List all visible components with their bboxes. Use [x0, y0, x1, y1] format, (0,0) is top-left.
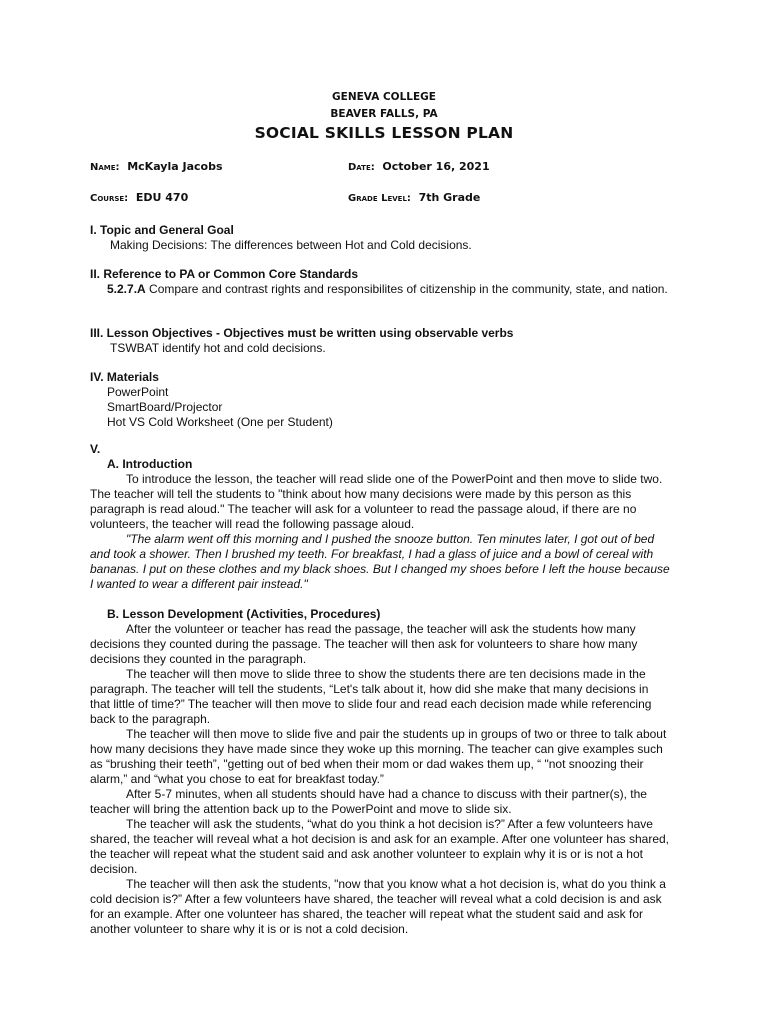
section-text: Making Decisions: The differences between Hot and Cold decisions. — [110, 238, 472, 252]
course-field — [90, 191, 188, 204]
intro-heading: A. Introduction — [107, 457, 193, 471]
document-title: SOCIAL SKILLS LESSON PLAN — [254, 124, 514, 142]
section-procedures — [90, 442, 670, 937]
college-location: BEAVER FALLS, PA — [330, 108, 438, 120]
college-name: GENEVA COLLEGE — [332, 91, 436, 103]
intro-paragraph: To introduce the lesson, the teacher will read slide one of the PowerPoint and then move to slide two. The teacher will tell the students to "think about how many decisions were made by this person as this paragraph is read aloud." The teacher will ask for a volunteer to read the passage aloud, if there are no volunteers, the teacher will read the following passage aloud. — [90, 472, 663, 531]
course-label: Course: — [90, 193, 129, 204]
development-paragraph: The teacher will then move to slide three to show the students there are ten decisions made in the paragraph. The teacher will tell the students, “Let's talk about it, how did she make that many decisions in that little of time?” The teacher will then move to slide four and read each decision made while referencing back to the paragraph. — [90, 667, 652, 726]
section-heading: IV. Materials — [90, 370, 159, 384]
section-standards — [90, 267, 670, 297]
section-text — [90, 282, 670, 297]
development-paragraph: After 5-7 minutes, when all students should have had a chance to discuss with their partner(s), the teacher will bring the attention back up to the PowerPoint and move to slide six. — [90, 787, 647, 816]
name-value: McKayla Jacobs — [127, 160, 223, 173]
grade-field — [348, 191, 480, 204]
date-field — [348, 160, 490, 173]
grade-label: Grade Level: — [348, 193, 411, 204]
course-value: EDU 470 — [135, 191, 189, 204]
grade-value: 7th Grade — [418, 191, 481, 204]
development-paragraph: The teacher will then move to slide five and pair the students up in groups of two or three to talk about how many decisions they have made since they woke up this morning. The teacher can give examples such as “brushing their teeth”, "getting out of bed when their mom or dad wakes them up, “ "not snoozing their alarm,” and “what you chose to eat for breakfast today.” — [90, 727, 667, 786]
standard-text: Compare and contrast rights and responsibilites of citizenship in the community, state, and nation. — [145, 282, 668, 296]
section-heading: V. — [90, 442, 101, 456]
date-label: Date: — [348, 162, 375, 173]
development-paragraph: The teacher will ask the students, “what do you think a hot decision is?” After a few volunteers have shared, the teacher will reveal what a hot decision is and ask for an example. After one volunteer has shared, the teacher will repeat what the student said and ask another volunteer to explain why it is or is not a hot decision. — [90, 817, 669, 876]
development-paragraph: After the volunteer or teacher has read the passage, the teacher will ask the students how many decisions they counted during the passage. The teacher will then ask for volunteers to share how many decisions they counted in the paragraph. — [90, 622, 638, 666]
section-materials — [90, 370, 670, 430]
name-field — [90, 160, 223, 173]
section-objectives — [90, 326, 670, 356]
date-value: October 16, 2021 — [382, 160, 490, 173]
standard-code: 5.2.7.A — [107, 282, 146, 296]
name-label: Name: — [90, 162, 120, 173]
development-heading: B. Lesson Development (Activities, Procedures) — [107, 607, 381, 621]
section-heading: II. Reference to PA or Common Core Standards — [90, 267, 359, 281]
material-item: PowerPoint — [107, 385, 169, 399]
section-heading: I. Topic and General Goal — [90, 223, 234, 237]
section-topic — [90, 223, 670, 253]
intro-quote: "The alarm went off this morning and I pushed the snooze button. Ten minutes later, I got out of bed and took a shower. Then I brushed my teeth. For breakfast, I had a glass of juice and a bowl of cereal with bananas. I put on these clothes and my black shoes. But I changed my shoes before I left the house because I wanted to wear a different pair instead." — [90, 532, 670, 591]
material-item: SmartBoard/Projector — [107, 400, 223, 414]
material-item: Hot VS Cold Worksheet (One per Student) — [107, 415, 333, 429]
section-heading: III. Lesson Objectives - Objectives must be written using observable verbs — [90, 326, 514, 340]
development-paragraph: The teacher will then ask the students, "now that you know what a hot decision is, what do you think a cold decision is?” After a few volunteers have shared, the teacher will reveal what a cold decision is and ask for an example. After one volunteer has shared, the teacher will repeat what the student said and ask for another volunteer to share why it is or is not a cold decision. — [90, 877, 666, 936]
section-text: TSWBAT identify hot and cold decisions. — [110, 341, 326, 355]
